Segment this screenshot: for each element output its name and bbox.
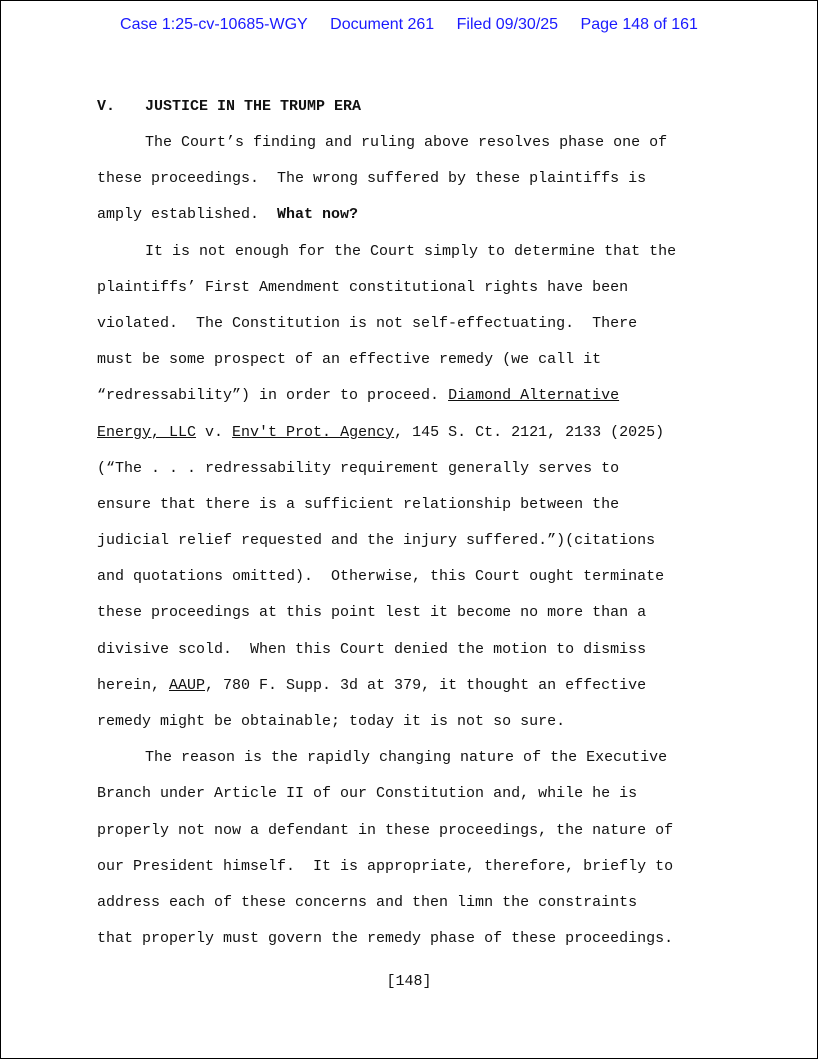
section-title: JUSTICE IN THE TRUMP ERA [145, 98, 362, 115]
text-line [97, 204, 737, 240]
text-line: properly not now a defendant in these proceedings, the nature of [97, 821, 674, 839]
text-line: remedy might be obtainable; today it is not so sure. [97, 713, 566, 730]
bold-question: What now? [277, 206, 359, 224]
text-span: , 145 S. Ct. 2121, 2133 (2025) [394, 423, 665, 441]
text-line: violated. The Constitution is not self-effectuating. There [97, 314, 638, 332]
text-line: must be some prospect of an effective remedy (we call it [97, 351, 602, 369]
text-line: that properly must govern the remedy phase of these proceedings. [97, 930, 674, 948]
case-citation: AAUP [169, 676, 206, 694]
document-body [97, 96, 737, 964]
text-line: divisive scold. When this Court denied the motion to dismiss [97, 640, 647, 658]
text-line: The reason is the rapidly changing nature of the Executive [145, 749, 668, 767]
text-span: “redressability”) in order to proceed. [97, 387, 449, 405]
text-line: (“The . . . redressability requirement generally serves to [97, 459, 620, 477]
text-line: ensure that there is a sufficient relationship between the [97, 495, 620, 513]
document-number: Document 261 [330, 16, 435, 33]
text-span: v. [196, 423, 233, 441]
page-count: Page 148 of 161 [580, 16, 698, 33]
text-line: and quotations omitted). Otherwise, this Court ought terminate [97, 568, 665, 586]
case-number: Case 1:25-cv-10685-WGY [120, 16, 308, 33]
section-heading [97, 96, 737, 132]
text-line: address each of these concerns and then limn the constraints [97, 893, 638, 911]
section-number: V. [97, 98, 116, 115]
text-line: Branch under Article II of our Constitution and, while he is [97, 785, 638, 803]
filed-date: Filed 09/30/25 [456, 16, 559, 33]
text-line: plaintiffs’ First Amendment constitutional rights have been [97, 278, 629, 296]
text-span: herein, [97, 676, 170, 694]
case-citation: Diamond Alternative [448, 387, 620, 405]
text-line [97, 422, 737, 458]
text-line: The Court’s finding and ruling above resolves phase one of [145, 134, 668, 151]
text-line [97, 675, 737, 711]
text-span: , 780 F. Supp. 3d at 379, it thought an effective [205, 676, 647, 694]
ecf-header [0, 16, 818, 34]
text-line: these proceedings at this point lest it become no more than a [97, 604, 647, 622]
case-citation: Energy, LLC [97, 423, 197, 441]
text-span: amply established. [97, 206, 278, 224]
text-line: It is not enough for the Court simply to determine that the [145, 242, 677, 260]
text-line [97, 385, 737, 421]
case-citation: Env't Prot. Agency [232, 423, 395, 441]
text-line: these proceedings. The wrong suffered by these plaintiffs is [97, 170, 647, 188]
text-line: judicial relief requested and the injury suffered.”)(citations [97, 532, 656, 550]
text-line: our President himself. It is appropriate, therefore, briefly to [97, 857, 674, 875]
page-number: [148] [386, 973, 432, 990]
